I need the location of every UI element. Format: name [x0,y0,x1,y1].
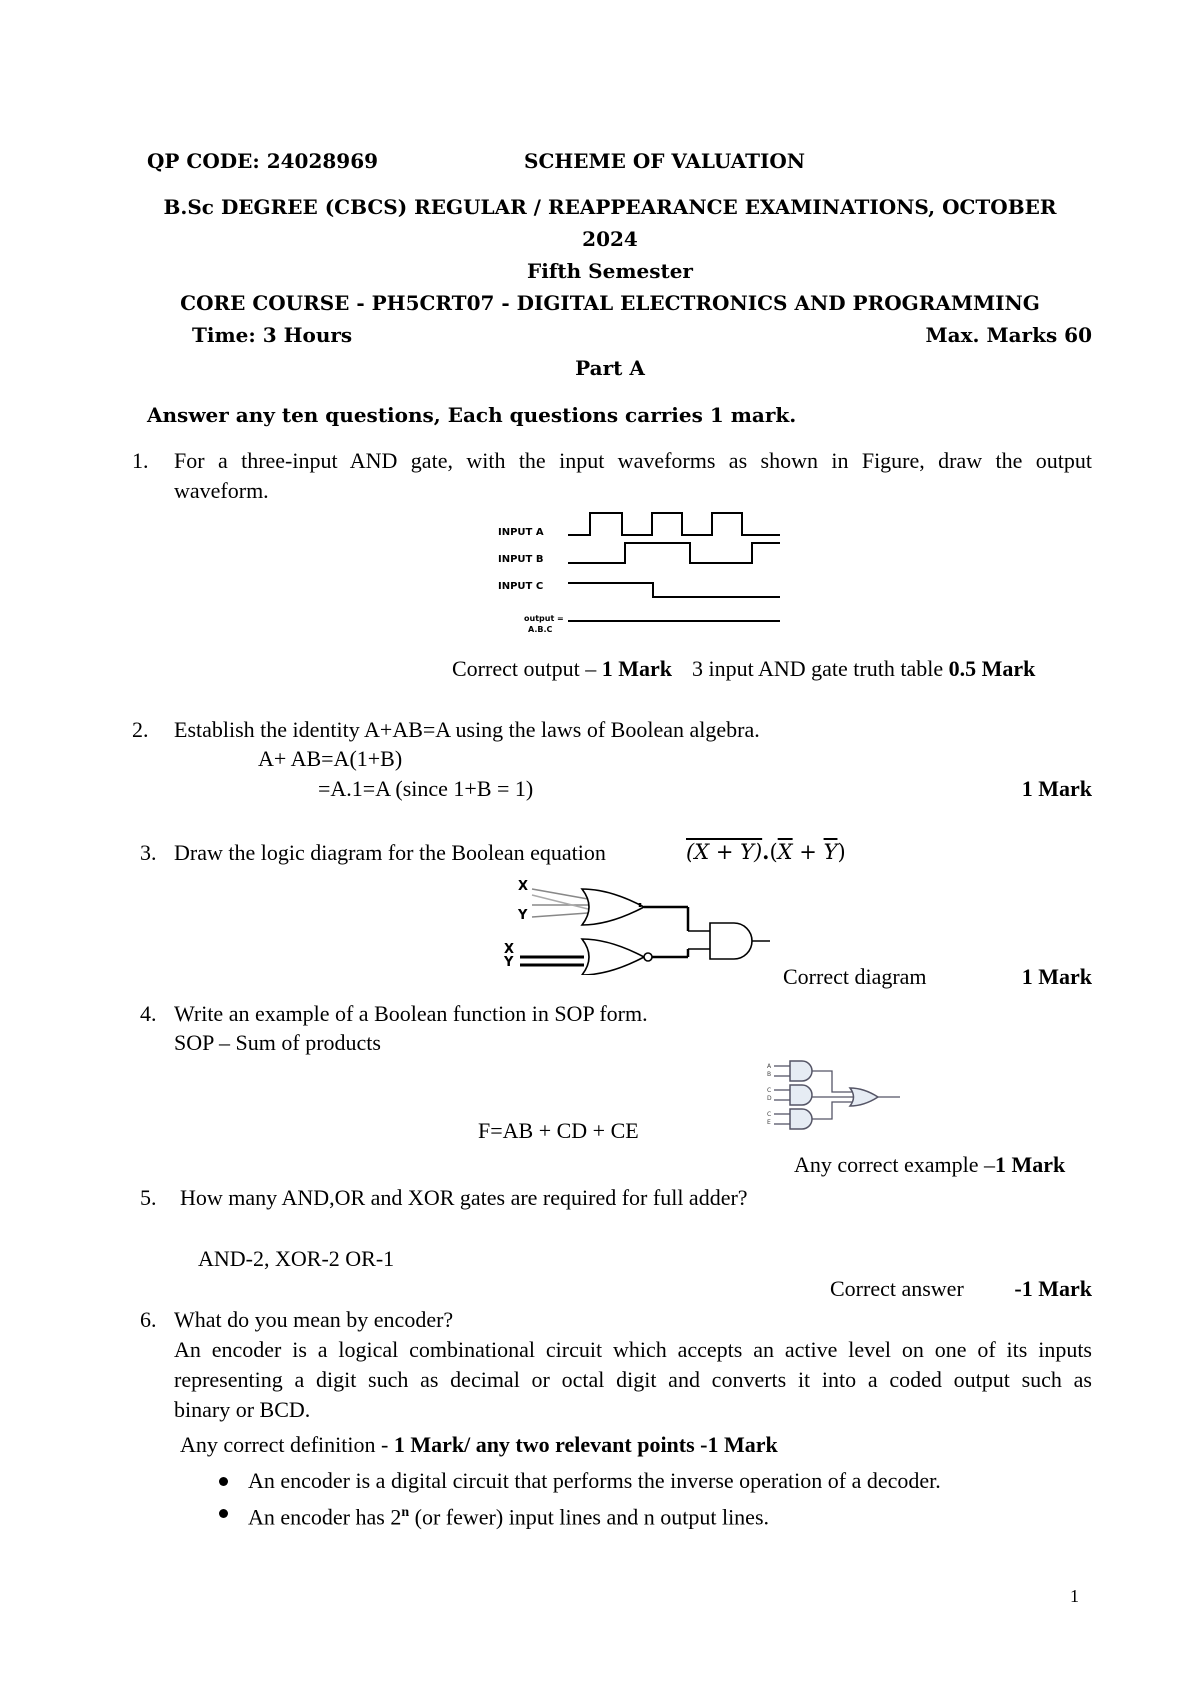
waveform-a [568,513,780,535]
sop-or-gate [850,1088,878,1106]
q1-marks [452,656,1035,682]
q6-bullet-1: An encoder is a digital circuit that performs the inverse operation of a decoder. [248,1468,941,1493]
q3-diag-label-y2: Y [504,955,514,970]
waveform-label-output: output = [524,614,564,623]
q6-marks-bold: 1 Mark/ any two relevant points -1 Mark [393,1432,778,1457]
q6-bullet-2-pre: An encoder has 2 [248,1504,402,1530]
q6-bullet-2-post: (or fewer) input lines and n output lines. [409,1504,770,1530]
q2-step-2: =A.1=A (since 1+B = 1) [318,776,534,801]
waveform-c [568,583,780,597]
q3-marks-label: Correct diagram [783,964,927,989]
q4-diag-label-d: D [767,1095,772,1102]
degree-line-1: B.Sc DEGREE (CBCS) REGULAR / REAPPEARANCE EXAMINATIONS, OCTOBER [163,195,1057,219]
q1-text-line-2: waveform. [174,478,269,503]
time-allowed: Time: 3 Hours [192,323,353,347]
q3-eq-y: $\overline{Y}$ [823,840,838,864]
waveform-label-b: INPUT B [498,554,544,565]
q4-function: F=AB + CD + CE [478,1118,639,1143]
q5-text: How many AND,OR and XOR gates are required for full adder? [180,1185,748,1210]
q3-eq-part-1: (X + Y) [686,840,763,864]
q6-answer-line-2: representing a digit such as decimal or octal digit and converts it into a coded output such as [174,1367,1092,1392]
bullet-dot-2 [219,1509,228,1518]
q2-step-1: A+ AB=A(1+B) [258,746,403,771]
q2-marks: 1 Mark [1021,776,1092,801]
q4-diag-label-c2: C [767,1111,772,1118]
q5-marks-label: Correct answer [830,1276,964,1301]
max-marks: Max. Marks 60 [925,323,1092,347]
q6-bullet-2 [248,1500,769,1530]
q3-diag-label-y1: Y [518,908,528,923]
q3-diag-label-x2: X [504,942,515,957]
q3-eq-x: $\overline{X}$ [777,840,793,864]
q6-answer-line-3: binary or BCD. [174,1397,311,1422]
q6-marks-pre: Any correct definition - [180,1432,394,1457]
q3-eq-open: ( [769,840,778,864]
bullet-dot-1 [219,1477,228,1486]
q3-eq-plus: + [792,840,824,864]
page-number: 1 [1070,1586,1079,1606]
q4-diag-label-c1: C [767,1087,772,1094]
q4-marks-label [794,1152,1065,1178]
q4-sop: SOP – Sum of products [174,1030,381,1055]
q3-equation [686,838,846,866]
q2-text: Establish the identity A+AB=A using the laws of Boolean algebra. [174,717,760,742]
q3-eq-dot: . [762,839,770,864]
q6-answer-line-1: An encoder is a logical combinational circuit which accepts an active level on one of its inputs [174,1337,1092,1362]
q6-text: What do you mean by encoder? [174,1307,454,1332]
q5-answer: AND-2, XOR-2 OR-1 [198,1246,395,1271]
q4-diag-label-b: B [767,1071,772,1078]
q3-diag-label-x1: X [518,879,529,894]
q3-logic-diagram [498,875,778,975]
q4-number: 4. [140,1001,157,1026]
q1-number: 1. [132,448,149,473]
degree-line-2: 2024 [582,227,638,251]
waveform-label-a: INPUT A [498,527,544,538]
q4-diag-label-a: A [767,1063,772,1070]
course-title: CORE COURSE - PH5CRT07 - DIGITAL ELECTRONICS AND PROGRAMMING [180,291,1040,315]
q1-marks-bold-1: 1 Mark [601,656,672,681]
q1-marks-bold-2: 0.5 Mark [948,656,1036,681]
q6-bullet-2-sup: n [401,1505,410,1520]
q3-eq-close: ) [837,840,846,864]
q4-text: Write an example of a Boolean function in SOP form. [174,1001,648,1026]
q3-text: Draw the logic diagram for the Boolean equation [174,840,606,865]
sop-and-gate-3 [790,1109,812,1129]
q5-marks: -1 Mark [1014,1276,1092,1301]
or-gate-lower [582,939,644,975]
waveform-label-c: INPUT C [498,581,544,592]
waveform-label-abc: A.B.C [528,625,553,634]
q5-number: 5. [140,1185,157,1210]
q6-marks [180,1432,778,1458]
sop-and-gate-2 [790,1085,812,1105]
q1-text-line-1: For a three-input AND gate, with the input waveforms as shown in Figure, draw the output [174,448,1092,473]
q1-marks-pre: Correct output – [452,656,602,681]
q1-waveform-diagram [490,508,790,638]
q4-sop-diagram [760,1058,910,1138]
sop-and-gate-1 [790,1061,812,1081]
q4-diag-label-e: E [767,1119,771,1126]
waveform-b [568,543,780,563]
q3-marks: 1 Mark [1021,964,1092,989]
scheme-title: SCHEME OF VALUATION [524,149,806,173]
and-gate [710,923,752,959]
q2-number: 2. [132,717,149,742]
q6-number: 6. [140,1307,157,1332]
q1-marks-mid: 3 input AND gate truth table [691,656,949,681]
qp-code: QP CODE: 24028969 [147,149,379,173]
instruction: Answer any ten questions, Each questions carries 1 mark. [147,403,797,427]
or-gate-upper [582,889,644,925]
semester: Fifth Semester [527,259,693,283]
part-title: Part A [575,356,645,380]
q3-number: 3. [140,840,157,865]
q4-marks: 1 Mark [994,1152,1066,1177]
q4-marks-pre: Any correct example – [794,1152,995,1177]
